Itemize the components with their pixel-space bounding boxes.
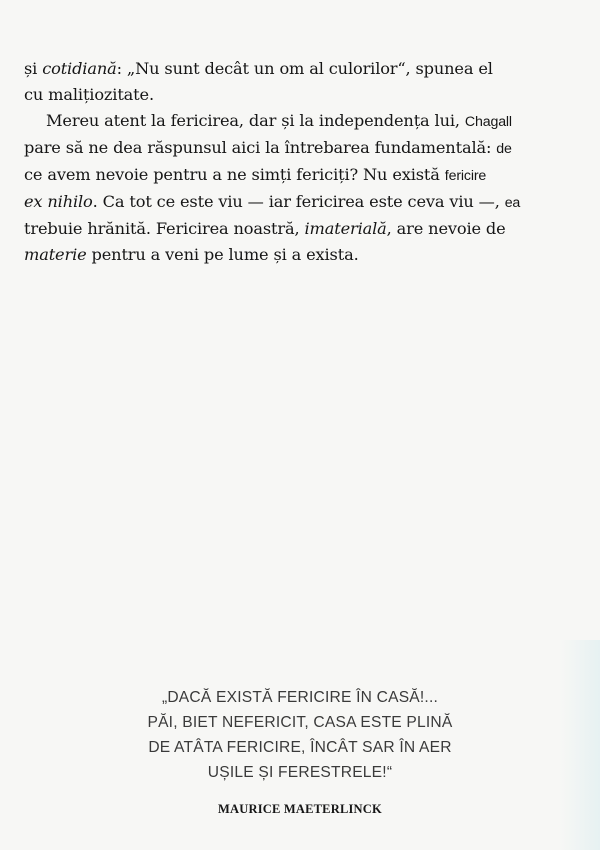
text-span: ce avem nevoie pentru a ne simți fericiți? Nu există bbox=[24, 165, 445, 184]
italic-word: imaterială bbox=[304, 219, 387, 238]
paragraph-1-line-1 bbox=[24, 56, 584, 82]
text-span: Mereu atent la fericirea, dar și la independența lui, bbox=[46, 111, 465, 130]
italic-word: materie bbox=[24, 245, 87, 264]
paragraph-2-line-6 bbox=[24, 242, 584, 268]
text-span: ea bbox=[504, 195, 521, 211]
text-span: , are nevoie de bbox=[386, 219, 506, 238]
text-span: pare să ne dea răspunsul aici la întrebarea fundamentală: bbox=[24, 138, 497, 157]
text-span: de bbox=[496, 141, 512, 157]
text-span: Chagall bbox=[464, 114, 512, 130]
quote-line-2: PĂI, BIET NEFERICIT, CASA ESTE PLINĂ bbox=[147, 714, 453, 731]
paragraph-2-line-1 bbox=[24, 108, 584, 135]
paragraph-2-line-3 bbox=[24, 162, 584, 189]
text-span: pentru a veni pe lume și a exista. bbox=[86, 245, 359, 264]
text-span: fericire bbox=[444, 168, 487, 184]
text-span: . Ca tot ce este viu — iar fericirea este ceva viu —, bbox=[92, 192, 505, 211]
quote-line-3: DE ATÂTA FERICIRE, ÎNCÂT SAR ÎN AER bbox=[148, 739, 452, 756]
quote-author: MAURICE MAETERLINCK bbox=[218, 802, 382, 816]
paragraph-1-line-2: cu malițiozitate. bbox=[24, 85, 154, 104]
quote-line-1: „DACĂ EXISTĂ FERICIRE ÎN CASĂ!... bbox=[161, 689, 439, 706]
body-text bbox=[24, 56, 584, 268]
text-span: : „Nu sunt decât un om al culorilor“, spunea el bbox=[116, 59, 493, 78]
paragraph-2-line-4 bbox=[24, 189, 584, 216]
text-span: și bbox=[24, 59, 43, 78]
epigraph-quote bbox=[0, 685, 600, 822]
paragraph-2-line-2 bbox=[24, 135, 584, 162]
italic-phrase: ex nihilo bbox=[24, 192, 93, 211]
paragraph-2-line-5 bbox=[24, 216, 584, 242]
italic-word: cotidiană bbox=[42, 59, 117, 78]
text-span: trebuie hrănită. Fericirea noastră, bbox=[24, 219, 305, 238]
quote-line-4: UȘILE ȘI FERESTRELE!“ bbox=[207, 764, 393, 781]
